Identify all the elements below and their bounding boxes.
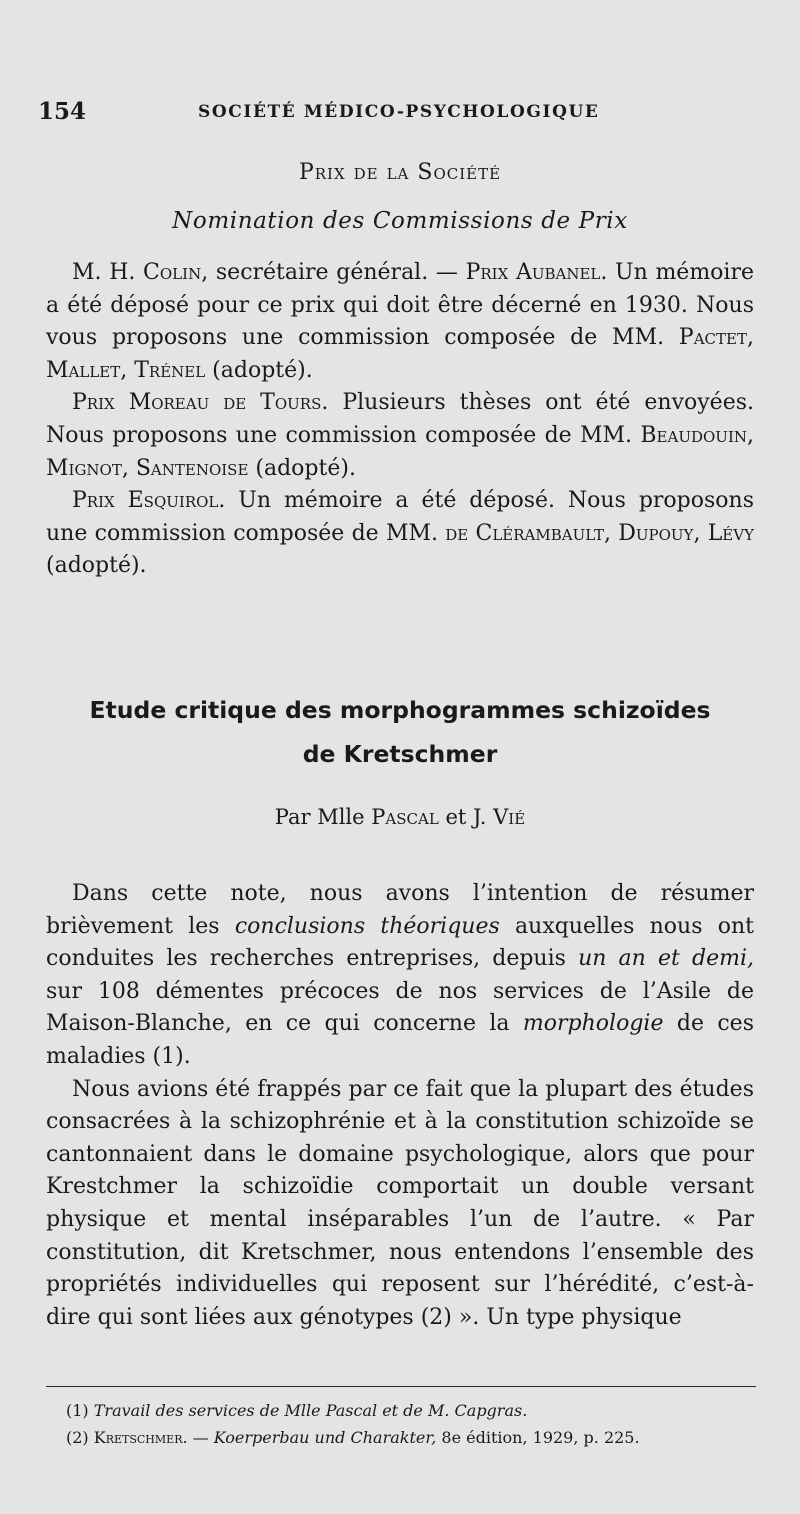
- footnote-divider: [46, 1386, 756, 1387]
- footnote-1: (1) Travail des services de Mlle Pascal et de M. Capgras.: [66, 1401, 528, 1420]
- prix-section-body: [46, 257, 754, 583]
- prix-paragraph-esquirol: Prix Esquirol. Un mémoire a été déposé. Nous proposons une commission composée de MM. de Clérambault, Dupouy, Lévy (adopté).: [46, 488, 754, 579]
- article-paragraph-1: Dans cette note, nous avons l’intention de résumer brièvement les conclusions théoriques auxquelles nous ont conduites les recherches entreprises, depuis un an et demi, sur 108 démentes précoces de nos services de l’Asile de Maison-Blanche, en ce qui concerne la morphologie de ces maladies (1).: [46, 881, 755, 1069]
- footnote-2: (2) Kretschmer. — Koerperbau und Charakter, 8e édition, 1929, p. 225.: [66, 1428, 640, 1447]
- prix-paragraph-aubanel: M. H. Colin, secrétaire général. — Prix Aubanel. Un mémoire a été déposé pour ce prix qui doit être décerné en 1930. Nous vous proposons une commission composée de MM. Pactet, Mallet, Trénel (adopté).: [46, 260, 755, 383]
- prix-section-subtitle: Nomination des Commissions de Prix: [172, 208, 628, 234]
- prix-section-title: Prix de la Société: [298, 160, 502, 185]
- article-body: [46, 878, 754, 1334]
- article-title: Etude critique des morphogrammes schizoïdes de Kretschmer: [89, 696, 711, 768]
- prix-paragraph-moreau: Prix Moreau de Tours. Plusieurs thèses ont été envoyées. Nous proposons une commission composée de MM. Beaudouin, Mignot, Santenoise (adopté).: [46, 390, 755, 481]
- article-paragraph-2: Nous avions été frappés par ce fait que la plupart des études consacrées à la schizophrénie et à la constitution schizoïde se cantonnaient dans le domaine psychologique, alors que pour Krestchmer la schizoïdie comportait un double versant physique et mental inséparables l’un de l’autre. « Par constitution, dit Kretschmer, nous entendons l’ensemble des propriétés individuelles qui reposent sur l’hérédité, c’est-à-dire qui sont liées aux génotypes (2) ». Un type physique: [46, 1076, 754, 1330]
- article-byline: Par Mlle Pascal et J. Vié: [274, 805, 526, 829]
- footnotes: [46, 1397, 758, 1451]
- running-title: SOCIÉTÉ MÉDICO-PSYCHOLOGIQUE: [198, 102, 600, 122]
- page-number: 154: [38, 98, 87, 125]
- page-header: [38, 98, 758, 134]
